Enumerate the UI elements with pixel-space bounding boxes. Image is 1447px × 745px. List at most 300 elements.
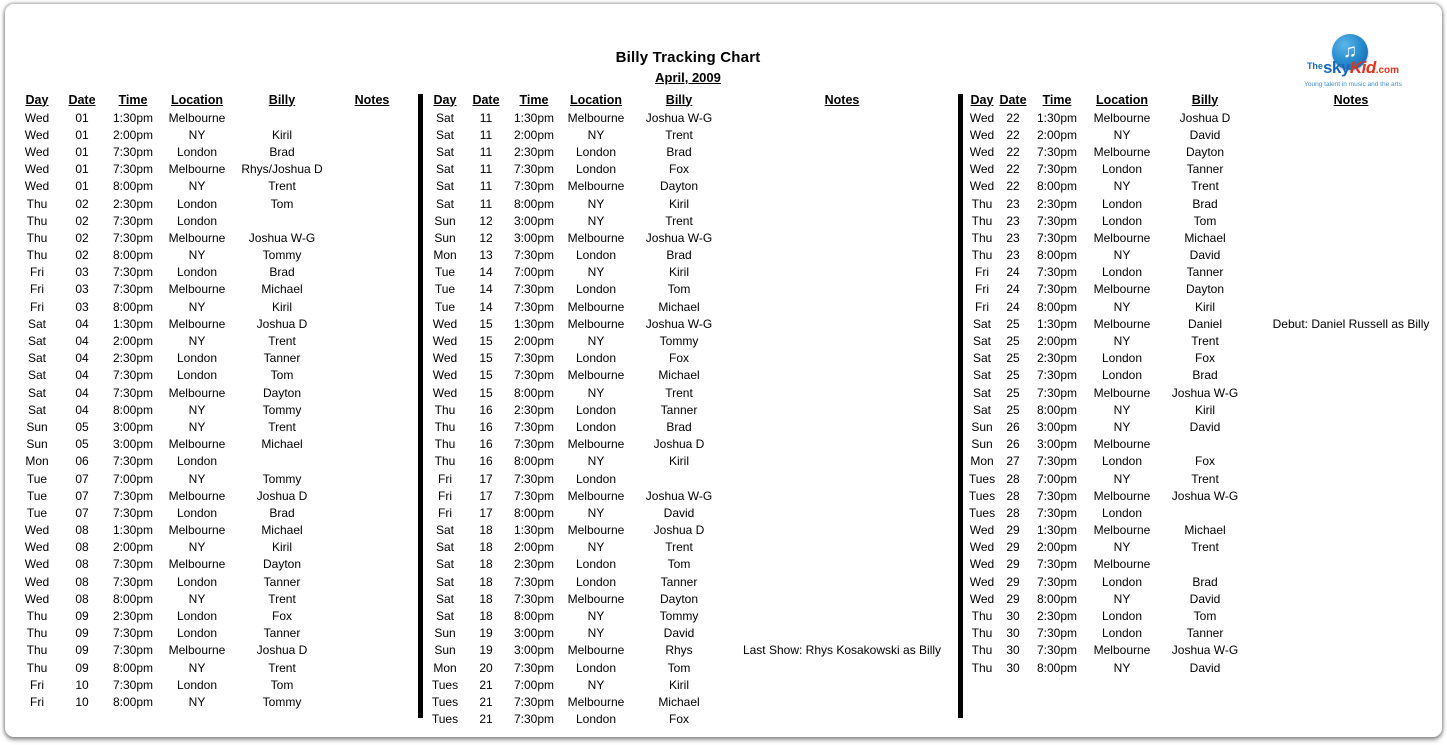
cell-day: Thu bbox=[434, 419, 456, 434]
cell-day: Sun bbox=[26, 437, 48, 452]
cell-date: 08 bbox=[75, 591, 89, 606]
cell-day: Wed bbox=[969, 110, 995, 125]
cell-billy: Joshua D bbox=[653, 523, 705, 538]
cell-billy: Tanner bbox=[1186, 626, 1224, 641]
cell-location: NY bbox=[188, 471, 206, 486]
schedule-row bbox=[17, 161, 415, 178]
cell-billy: Michael bbox=[261, 282, 303, 297]
cell-location: NY bbox=[587, 385, 605, 400]
cell-billy: David bbox=[1189, 127, 1221, 142]
cell-date: 22 bbox=[1006, 110, 1020, 125]
cell-date: 23 bbox=[1006, 213, 1020, 228]
cell-date: 09 bbox=[75, 660, 89, 675]
cell-notes bbox=[727, 247, 957, 264]
cell-notes bbox=[727, 143, 957, 160]
cell-day: Wed bbox=[432, 351, 458, 366]
cell-day: Sat bbox=[435, 127, 454, 142]
cell-billy: Tommy bbox=[659, 334, 699, 349]
cell-notes bbox=[1251, 264, 1442, 281]
cell-location: Melbourne bbox=[567, 591, 625, 606]
cell-billy: Tanner bbox=[263, 351, 301, 366]
cell-billy: Joshua W-G bbox=[645, 488, 713, 503]
schedule-row bbox=[967, 195, 1442, 212]
cell-day: Wed bbox=[24, 557, 50, 572]
tracking-chart-page bbox=[5, 4, 1442, 737]
cell-notes bbox=[1251, 332, 1442, 349]
cell-billy: Dayton bbox=[659, 179, 699, 194]
cell-location: NY bbox=[188, 694, 206, 709]
column-divider bbox=[958, 94, 963, 718]
cell-date: 02 bbox=[75, 230, 89, 245]
schedule-row bbox=[17, 367, 415, 384]
cell-location: Melbourne bbox=[567, 316, 625, 331]
schedule-row bbox=[425, 556, 957, 573]
cell-day: Thu bbox=[434, 402, 456, 417]
schedule-row bbox=[425, 195, 957, 212]
cell-day: Thu bbox=[26, 213, 48, 228]
cell-date: 30 bbox=[1006, 643, 1020, 658]
cell-notes bbox=[1251, 384, 1442, 401]
cell-date: 04 bbox=[75, 351, 89, 366]
cell-time: 7:30pm bbox=[112, 282, 154, 297]
column-header-date: Date bbox=[68, 92, 96, 107]
cell-notes bbox=[329, 487, 415, 504]
cell-day: Sat bbox=[27, 402, 46, 417]
cell-location: London bbox=[1101, 351, 1143, 366]
cell-billy: Joshua D bbox=[256, 488, 308, 503]
cell-location: NY bbox=[587, 454, 605, 469]
cell-location: NY bbox=[587, 609, 605, 624]
cell-date: 08 bbox=[75, 540, 89, 555]
schedule-row bbox=[425, 229, 957, 246]
cell-location: London bbox=[575, 282, 617, 297]
cell-notes bbox=[329, 401, 415, 418]
cell-location: NY bbox=[587, 265, 605, 280]
cell-notes bbox=[727, 539, 957, 556]
cell-day: Fri bbox=[975, 265, 989, 280]
cell-date: 08 bbox=[75, 574, 89, 589]
cell-day: Wed bbox=[24, 162, 50, 177]
cell-day: Thu bbox=[971, 626, 993, 641]
cell-location: London bbox=[1101, 162, 1143, 177]
cell-notes bbox=[329, 315, 415, 332]
cell-time: 2:00pm bbox=[513, 540, 555, 555]
cell-day: Fri bbox=[30, 265, 44, 280]
cell-notes bbox=[727, 315, 957, 332]
cell-date: 02 bbox=[75, 213, 89, 228]
cell-notes bbox=[1251, 590, 1442, 607]
cell-time: 3:00pm bbox=[1036, 419, 1078, 434]
cell-location: London bbox=[575, 162, 617, 177]
cell-time: 7:30pm bbox=[112, 557, 154, 572]
cell-date: 16 bbox=[479, 419, 493, 434]
cell-billy: Trent bbox=[1191, 540, 1219, 555]
schedule-row bbox=[425, 298, 957, 315]
column-header-location: Location bbox=[569, 92, 623, 107]
cell-billy: Fox bbox=[271, 609, 292, 624]
schedule-row bbox=[17, 659, 415, 676]
cell-day: Fri bbox=[438, 505, 452, 520]
cell-location: NY bbox=[188, 660, 206, 675]
schedule-row bbox=[17, 625, 415, 642]
column-header-notes: Notes bbox=[354, 92, 390, 107]
cell-location: Melbourne bbox=[168, 437, 226, 452]
cell-billy: David bbox=[1189, 248, 1221, 263]
logo-the: The bbox=[1306, 61, 1323, 71]
cell-location: NY bbox=[587, 540, 605, 555]
cell-billy: Michael bbox=[658, 368, 700, 383]
cell-billy bbox=[1159, 436, 1251, 453]
cell-date: 06 bbox=[75, 454, 89, 469]
cell-time: 7:00pm bbox=[513, 677, 555, 692]
cell-time: 7:30pm bbox=[1036, 265, 1078, 280]
cell-notes bbox=[727, 212, 957, 229]
cell-day: Sat bbox=[435, 144, 454, 159]
cell-date: 23 bbox=[1006, 196, 1020, 211]
cell-notes bbox=[1251, 298, 1442, 315]
cell-day: Wed bbox=[24, 179, 50, 194]
cell-billy: Joshua W-G bbox=[645, 316, 713, 331]
cell-billy: Rhys bbox=[665, 643, 693, 658]
cell-time: 2:00pm bbox=[112, 127, 154, 142]
cell-notes bbox=[1251, 143, 1442, 160]
cell-date: 16 bbox=[479, 437, 493, 452]
cell-day: Thu bbox=[971, 213, 993, 228]
cell-notes bbox=[329, 367, 415, 384]
cell-time: 7:30pm bbox=[513, 660, 555, 675]
cell-day: Tue bbox=[26, 505, 48, 520]
cell-location: Melbourne bbox=[1093, 230, 1151, 245]
cell-location: London bbox=[176, 677, 218, 692]
cell-notes bbox=[1251, 212, 1442, 229]
cell-notes bbox=[727, 504, 957, 521]
schedule-row bbox=[425, 487, 957, 504]
cell-location: Melbourne bbox=[567, 694, 625, 709]
cell-location: NY bbox=[188, 248, 206, 263]
cell-time: 8:00pm bbox=[1036, 591, 1078, 606]
cell-location: London bbox=[176, 574, 218, 589]
logo-wordmark bbox=[1290, 58, 1416, 78]
cell-time: 7:30pm bbox=[513, 488, 555, 503]
cell-location: London bbox=[1101, 574, 1143, 589]
cell-day: Thu bbox=[971, 196, 993, 211]
cell-billy: Trent bbox=[665, 540, 693, 555]
schedule-row bbox=[967, 504, 1442, 521]
cell-time: 7:30pm bbox=[112, 677, 154, 692]
cell-date: 05 bbox=[75, 419, 89, 434]
cell-time: 7:00pm bbox=[1036, 471, 1078, 486]
cell-day: Tues bbox=[968, 488, 996, 503]
cell-billy: Tom bbox=[667, 282, 691, 297]
cell-time: 7:30pm bbox=[513, 471, 555, 486]
cell-billy: Joshua W-G bbox=[645, 110, 713, 125]
cell-day: Sun bbox=[434, 643, 456, 658]
cell-day: Tues bbox=[431, 712, 459, 727]
cell-notes bbox=[329, 436, 415, 453]
cell-location: Melbourne bbox=[168, 230, 226, 245]
cell-billy: Kiril bbox=[1195, 299, 1215, 314]
cell-billy: Kiril bbox=[272, 299, 292, 314]
cell-location: London bbox=[176, 626, 218, 641]
schedule-row bbox=[17, 418, 415, 435]
cell-location: London bbox=[575, 144, 617, 159]
cell-notes bbox=[727, 487, 957, 504]
schedule-row bbox=[967, 522, 1442, 539]
cell-day: Sat bbox=[27, 385, 46, 400]
cell-billy: Trent bbox=[268, 591, 296, 606]
cell-date: 11 bbox=[479, 144, 493, 159]
cell-time: 7:30pm bbox=[112, 643, 154, 658]
cell-time: 2:30pm bbox=[1036, 351, 1078, 366]
schedule-row bbox=[967, 573, 1442, 590]
cell-date: 22 bbox=[1006, 144, 1020, 159]
cell-billy: Kiril bbox=[1195, 402, 1215, 417]
cell-time: 8:00pm bbox=[513, 385, 555, 400]
schedule-row bbox=[425, 264, 957, 281]
cell-time: 7:30pm bbox=[112, 626, 154, 641]
cell-location: London bbox=[575, 574, 617, 589]
cell-location: London bbox=[176, 609, 218, 624]
cell-billy: Trent bbox=[665, 213, 693, 228]
cell-time: 1:30pm bbox=[1036, 110, 1078, 125]
schedule-row bbox=[17, 504, 415, 521]
cell-date: 15 bbox=[479, 351, 493, 366]
cell-location: London bbox=[1101, 505, 1143, 520]
cell-time: 7:00pm bbox=[112, 471, 154, 486]
cell-notes bbox=[329, 642, 415, 659]
cell-notes bbox=[329, 126, 415, 143]
cell-notes bbox=[1251, 556, 1442, 573]
cell-date: 04 bbox=[75, 385, 89, 400]
cell-day: Fri bbox=[30, 299, 44, 314]
schedule-row bbox=[425, 178, 957, 195]
cell-billy bbox=[1159, 556, 1251, 573]
schedule-row bbox=[425, 607, 957, 624]
cell-date: 15 bbox=[479, 316, 493, 331]
cell-time: 8:00pm bbox=[1036, 402, 1078, 417]
cell-billy: Tanner bbox=[263, 626, 301, 641]
cell-time: 1:30pm bbox=[112, 316, 154, 331]
cell-notes bbox=[727, 350, 957, 367]
cell-day: Sun bbox=[26, 419, 48, 434]
column-header-billy: Billy bbox=[665, 92, 693, 107]
cell-day: Thu bbox=[26, 230, 48, 245]
cell-billy: Tom bbox=[667, 557, 691, 572]
schedule-row bbox=[425, 109, 957, 126]
logo-kid: Kid bbox=[1349, 58, 1376, 77]
schedule-row bbox=[425, 401, 957, 418]
cell-time: 7:30pm bbox=[112, 265, 154, 280]
cell-notes bbox=[727, 436, 957, 453]
cell-time: 1:30pm bbox=[112, 110, 154, 125]
cell-day: Fri bbox=[438, 471, 452, 486]
title-block bbox=[5, 49, 1371, 85]
cell-time: 3:00pm bbox=[1036, 437, 1078, 452]
cell-location: Melbourne bbox=[567, 488, 625, 503]
cell-location: London bbox=[575, 248, 617, 263]
cell-billy: Joshua D bbox=[256, 316, 308, 331]
cell-notes bbox=[329, 625, 415, 642]
cell-time: 8:00pm bbox=[112, 660, 154, 675]
cell-date: 15 bbox=[479, 368, 493, 383]
cell-billy: Dayton bbox=[262, 385, 302, 400]
cell-day: Mon bbox=[970, 454, 994, 469]
cell-date: 26 bbox=[1006, 437, 1020, 452]
cell-date: 22 bbox=[1006, 179, 1020, 194]
cell-day: Tue bbox=[434, 265, 456, 280]
column-header-time: Time bbox=[1042, 92, 1072, 107]
cell-day: Sat bbox=[27, 316, 46, 331]
cell-notes bbox=[329, 607, 415, 624]
cell-time: 7:30pm bbox=[513, 419, 555, 434]
cell-location: Melbourne bbox=[168, 162, 226, 177]
schedule-row bbox=[967, 401, 1442, 418]
cell-billy: Trent bbox=[1191, 179, 1219, 194]
cell-time: 2:00pm bbox=[1036, 540, 1078, 555]
cell-notes bbox=[1251, 607, 1442, 624]
schedule-table bbox=[425, 90, 957, 728]
cell-notes bbox=[727, 453, 957, 470]
cell-date: 25 bbox=[1006, 402, 1020, 417]
cell-location: London bbox=[1101, 265, 1143, 280]
cell-date: 04 bbox=[75, 402, 89, 417]
column-header-notes: Notes bbox=[1333, 92, 1369, 107]
schedule-row bbox=[425, 693, 957, 710]
cell-location: London bbox=[176, 265, 218, 280]
cell-notes bbox=[727, 161, 957, 178]
schedule-row bbox=[967, 161, 1442, 178]
cell-billy: Michael bbox=[658, 299, 700, 314]
schedule-row bbox=[17, 573, 415, 590]
cell-location: Melbourne bbox=[567, 643, 625, 658]
cell-time: 7:30pm bbox=[513, 368, 555, 383]
cell-location: London bbox=[575, 660, 617, 675]
cell-date: 10 bbox=[75, 694, 89, 709]
cell-date: 23 bbox=[1006, 230, 1020, 245]
cell-date: 08 bbox=[75, 523, 89, 538]
cell-notes bbox=[727, 178, 957, 195]
cell-date: 07 bbox=[75, 505, 89, 520]
cell-day: Fri bbox=[975, 282, 989, 297]
cell-time: 8:00pm bbox=[1036, 299, 1078, 314]
cell-date: 27 bbox=[1006, 454, 1020, 469]
cell-billy: Tanner bbox=[1186, 162, 1224, 177]
schedule-row bbox=[425, 470, 957, 487]
cell-location: NY bbox=[587, 196, 605, 211]
cell-time: 1:30pm bbox=[513, 316, 555, 331]
cell-day: Sat bbox=[435, 179, 454, 194]
cell-location: London bbox=[575, 351, 617, 366]
cell-notes bbox=[727, 401, 957, 418]
schedule-row bbox=[425, 332, 957, 349]
cell-location: NY bbox=[587, 334, 605, 349]
cell-date: 08 bbox=[75, 557, 89, 572]
cell-billy bbox=[235, 109, 329, 126]
cell-date: 11 bbox=[479, 179, 493, 194]
schedule-row bbox=[425, 281, 957, 298]
cell-notes bbox=[727, 607, 957, 624]
schedule-row bbox=[967, 178, 1442, 195]
schedule-row bbox=[17, 126, 415, 143]
table-header-row bbox=[425, 90, 957, 109]
cell-date: 11 bbox=[479, 196, 493, 211]
cell-day: Thu bbox=[971, 609, 993, 624]
cell-notes bbox=[329, 676, 415, 693]
cell-location: Melbourne bbox=[567, 299, 625, 314]
cell-billy: Dayton bbox=[1185, 282, 1225, 297]
cell-location: NY bbox=[1113, 402, 1131, 417]
schedule-row bbox=[967, 367, 1442, 384]
cell-notes bbox=[329, 212, 415, 229]
cell-notes bbox=[329, 350, 415, 367]
cell-billy: David bbox=[1189, 419, 1221, 434]
column-header-day: Day bbox=[433, 92, 457, 107]
cell-date: 16 bbox=[479, 454, 493, 469]
cell-time: 2:00pm bbox=[513, 127, 555, 142]
schedule-row bbox=[17, 350, 415, 367]
cell-location: NY bbox=[1113, 540, 1131, 555]
cell-location: Melbourne bbox=[168, 316, 226, 331]
cell-billy: Joshua W-G bbox=[1171, 643, 1239, 658]
cell-day: Wed bbox=[24, 574, 50, 589]
cell-notes bbox=[727, 470, 957, 487]
cell-day: Sat bbox=[435, 609, 454, 624]
cell-location: London bbox=[176, 144, 218, 159]
theskykid-logo bbox=[1290, 34, 1416, 92]
cell-day: Wed bbox=[432, 385, 458, 400]
cell-time: 7:30pm bbox=[112, 505, 154, 520]
cell-billy: Tommy bbox=[262, 471, 302, 486]
schedule-row bbox=[967, 590, 1442, 607]
cell-date: 28 bbox=[1006, 488, 1020, 503]
cell-location: Melbourne bbox=[168, 110, 226, 125]
schedule-row bbox=[425, 384, 957, 401]
cell-notes bbox=[329, 659, 415, 676]
cell-day: Sat bbox=[435, 557, 454, 572]
cell-day: Thu bbox=[26, 626, 48, 641]
cell-location: London bbox=[575, 471, 617, 486]
cell-location: London bbox=[1101, 213, 1143, 228]
cell-billy: Brad bbox=[666, 248, 692, 263]
schedule-row bbox=[425, 676, 957, 693]
cell-location: Melbourne bbox=[1093, 488, 1151, 503]
schedule-row bbox=[17, 229, 415, 246]
cell-day: Thu bbox=[434, 454, 456, 469]
cell-billy: Dayton bbox=[1185, 144, 1225, 159]
cell-billy: Trent bbox=[268, 334, 296, 349]
cell-day: Fri bbox=[30, 694, 44, 709]
cell-notes bbox=[1251, 573, 1442, 590]
cell-notes bbox=[329, 229, 415, 246]
cell-location: Melbourne bbox=[567, 179, 625, 194]
cell-billy bbox=[235, 212, 329, 229]
cell-location: NY bbox=[188, 402, 206, 417]
cell-date: 29 bbox=[1006, 591, 1020, 606]
cell-notes bbox=[1251, 436, 1442, 453]
column-header-date: Date bbox=[999, 92, 1027, 107]
cell-time: 7:30pm bbox=[513, 179, 555, 194]
cell-day: Wed bbox=[969, 144, 995, 159]
cell-day: Wed bbox=[969, 162, 995, 177]
schedule-row bbox=[17, 539, 415, 556]
cell-location: London bbox=[176, 368, 218, 383]
logo-sky: sky bbox=[1322, 58, 1350, 77]
cell-time: 8:00pm bbox=[513, 609, 555, 624]
cell-day: Wed bbox=[24, 127, 50, 142]
schedule-row bbox=[425, 367, 957, 384]
cell-day: Sat bbox=[27, 351, 46, 366]
cell-time: 2:30pm bbox=[112, 351, 154, 366]
